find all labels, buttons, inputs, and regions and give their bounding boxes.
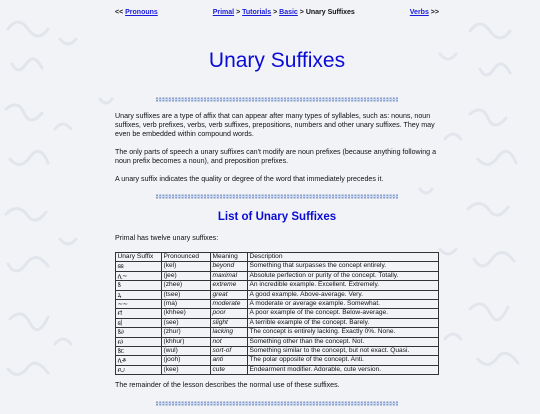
meaning: sort-of xyxy=(211,347,248,356)
suffix-glyph: ꞧꝉ xyxy=(116,309,162,318)
meaning: beyond xyxy=(211,262,248,271)
meaning: poor xyxy=(211,309,248,318)
pronunciation: (jooh) xyxy=(162,356,211,365)
header-meaning: Meaning xyxy=(211,253,248,262)
table-row xyxy=(116,262,439,271)
table-row xyxy=(116,365,439,374)
meaning: not xyxy=(211,337,248,346)
description: A moderate or average example. Somewhat. xyxy=(248,300,439,309)
breadcrumb-current: Unary Suffixes xyxy=(305,9,355,16)
section-heading: List of Unary Suffixes xyxy=(217,211,337,223)
suffix-glyph: ꝸ xyxy=(116,281,162,290)
suffix-glyph: ሊ∼ xyxy=(116,271,162,280)
pronunciation: (khhur) xyxy=(162,337,211,346)
suffix-glyph: ꞩ∣ xyxy=(116,318,162,327)
suffix-glyph: ꞧ∂ xyxy=(116,337,162,346)
outro-paragraph: The remainder of the lesson describes the normal use of these suffixes. xyxy=(115,381,340,390)
next-nav xyxy=(410,9,439,19)
meaning: maximal xyxy=(211,271,248,280)
suffix-glyph: ꞩꞩ xyxy=(116,262,162,271)
table-row xyxy=(116,300,439,309)
pronunciation: (wul) xyxy=(162,347,211,356)
description: The polar opposite of the concept. Anti. xyxy=(248,356,439,365)
prev-nav: << Pronouns xyxy=(115,9,158,16)
intro-paragraph-3: A unary suffix indicates the quality or degree of the word that immediately precedes it. xyxy=(115,175,384,183)
table-row xyxy=(116,328,439,337)
breadcrumb-tutorials[interactable]: Tutorials xyxy=(242,9,272,16)
table-row xyxy=(116,356,439,365)
description: A poor example of the concept. Below-average. xyxy=(248,309,439,318)
decorative-divider xyxy=(156,193,398,200)
header-unary-suffix: Unary Suffix xyxy=(116,253,162,262)
top-navigation xyxy=(115,9,439,19)
meaning: anti xyxy=(211,356,248,365)
breadcrumb-basic[interactable]: Basic xyxy=(279,9,298,16)
table-row xyxy=(116,309,439,318)
table-row xyxy=(116,281,439,290)
table-row xyxy=(116,337,439,346)
table-header-row xyxy=(116,253,439,262)
suffix-glyph: ꝸ∂ xyxy=(116,328,162,337)
pronunciation: (zhee) xyxy=(162,281,211,290)
table-row xyxy=(116,318,439,327)
pronunciation: (tsee) xyxy=(162,290,211,299)
next-arrow: >> xyxy=(430,9,439,16)
header-pronounced: Pronounced xyxy=(162,253,211,262)
description: Something that surpasses the concept entirely. xyxy=(248,262,439,271)
meaning: slight xyxy=(211,318,248,327)
breadcrumb-primal[interactable]: Primal xyxy=(212,9,235,16)
suffix-table xyxy=(115,252,439,375)
description: The concept is entirely lacking. Exactly 0%. None. xyxy=(248,328,439,337)
pronunciation: (zhur) xyxy=(162,328,211,337)
intro-paragraph-2: The only parts of speech a unary suffixes can't modify are noun prefixes (because anything following a noun prefix becomes a noun), and preposition prefixes. xyxy=(115,148,437,165)
page-content xyxy=(115,9,439,407)
description: A good example. Above-average. Very. xyxy=(248,290,439,299)
list-intro: Primal has twelve unary suffixes: xyxy=(115,234,219,242)
meaning: great xyxy=(211,290,248,299)
suffix-glyph: ꝸꞇ xyxy=(116,347,162,356)
prev-link-pronouns[interactable]: Pronouns xyxy=(125,9,158,16)
description: A terrible example of the concept. Barely. xyxy=(248,318,439,327)
header-description: Description xyxy=(248,253,439,262)
pronunciation: (jee) xyxy=(162,271,211,280)
pronunciation: (khhee) xyxy=(162,309,211,318)
meaning: cute xyxy=(211,365,248,374)
suffix-glyph: ሊቶ xyxy=(116,356,162,365)
description: Something other than the concept. Not. xyxy=(248,337,439,346)
pronunciation: (see) xyxy=(162,318,211,327)
breadcrumb: Primal > Tutorials > Basic > Unary Suffixes xyxy=(212,9,355,16)
suffix-glyph: ∼∼ xyxy=(116,300,162,309)
meaning: extreme xyxy=(211,281,248,290)
next-link-verbs[interactable]: Verbs xyxy=(409,9,429,16)
table-row xyxy=(116,347,439,356)
decorative-divider xyxy=(156,400,398,407)
table-row xyxy=(116,271,439,280)
description: Something similar to the concept, but not exact. Quasi. xyxy=(248,347,439,356)
decorative-divider xyxy=(156,96,398,103)
suffix-glyph: ꞧ∪ xyxy=(116,365,162,374)
table-row xyxy=(116,290,439,299)
pronunciation: (kee) xyxy=(162,365,211,374)
page-title: Unary Suffixes xyxy=(208,49,346,72)
suffix-glyph: ꝝ xyxy=(116,290,162,299)
pronunciation: (kel) xyxy=(162,262,211,271)
description: Absolute perfection or purity of the concept. Totally. xyxy=(248,271,439,280)
pronunciation: (ma) xyxy=(162,300,211,309)
description: An incredible example. Excellent. Extremely. xyxy=(248,281,439,290)
meaning: moderate xyxy=(211,300,248,309)
intro-paragraph-1: Unary suffixes are a type of affix that can appear after many types of syllables, such as: nouns, noun suffixes, verb prefixes, verbs, verb suffixes, prepositions, numbers and other unary suffixes. They may even be embedded within compound words. xyxy=(115,112,435,138)
description: Endearment modifier. Adorable, cute version. xyxy=(248,365,439,374)
meaning: lacking xyxy=(211,328,248,337)
